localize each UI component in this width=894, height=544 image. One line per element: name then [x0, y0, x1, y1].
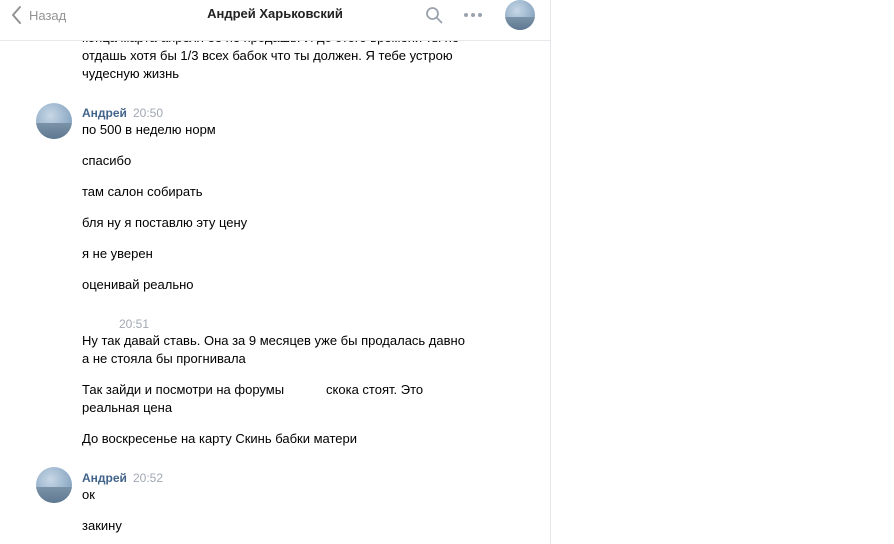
message-text: оценивай реально [82, 277, 194, 292]
message-time[interactable]: 20:50 [133, 106, 164, 120]
message-text: реальная цена [82, 400, 173, 415]
more-icon[interactable] [462, 6, 484, 24]
message-text-part: Так зайди и посмотри на форумы [82, 382, 285, 397]
message-text: бля ну я поставлю эту цену [82, 215, 248, 230]
message-text-part: скока стоят. Это [326, 382, 424, 397]
chat-avatar[interactable] [505, 0, 535, 30]
sender-avatar[interactable] [36, 103, 72, 139]
message-text: там салон собирать [82, 184, 203, 199]
sender-name[interactable]: Андрей [82, 106, 127, 120]
message-text: закину [82, 518, 122, 533]
message-time[interactable]: 20:51 [119, 317, 150, 331]
message-text [82, 381, 482, 399]
message-time[interactable]: 20:52 [133, 471, 164, 485]
sender-name[interactable]: Андрей [82, 471, 127, 485]
message-text: До воскресенье на карту Скинь бабки матери [82, 431, 358, 446]
message-text: по 500 в неделю норм [82, 122, 216, 137]
message-text: спасибо [82, 153, 132, 168]
avatar-image [36, 123, 72, 139]
avatar-image [505, 17, 535, 31]
chat-title[interactable]: Андрей Харьковский [207, 6, 343, 21]
message-text: а не стояла бы прогнивала [82, 351, 246, 366]
message-text: Ну так давай ставь. Она за 9 месяцев уже бы продалась давно [82, 333, 465, 348]
message-text: ок [82, 487, 95, 502]
chat-header [0, 0, 550, 41]
avatar-image [36, 487, 72, 503]
empty-side-area [551, 0, 894, 544]
sender-avatar[interactable] [36, 467, 72, 503]
message-text: отдашь хотя бы 1/3 всех бабок что ты должен. Я тебе устрою [82, 48, 453, 63]
message-text: чудесную жизнь [82, 66, 180, 81]
back-label: Назад [29, 7, 67, 23]
search-icon[interactable] [425, 6, 443, 24]
message-text: я не уверен [82, 246, 153, 261]
